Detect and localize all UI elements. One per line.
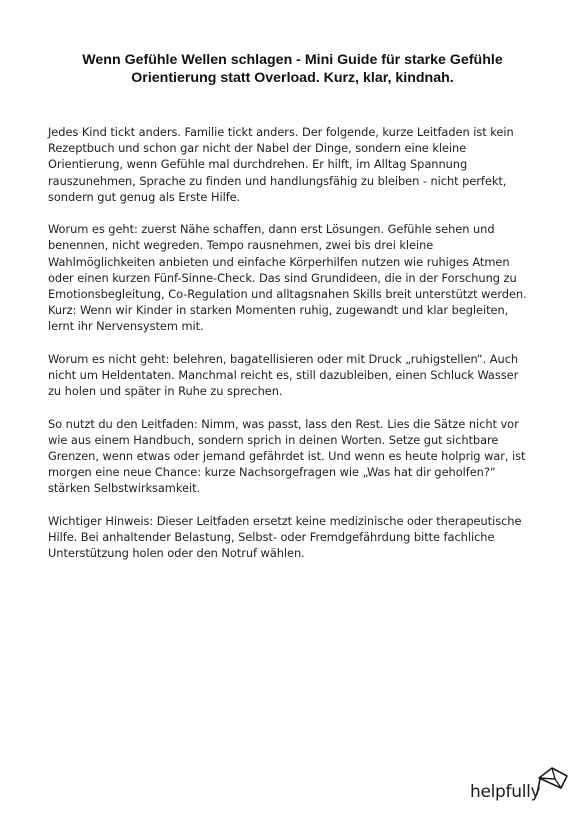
paragraph-so-nutzt-du — [48, 416, 540, 497]
text-line: Grenzen, wenn etwas oder jemand gefährdet ist. Und wenn es heute holprig war, ist — [48, 449, 526, 464]
paper-plane-flag-icon — [536, 764, 570, 798]
text-line: Emotionsbegleitung, Co-Regulation und alltagsnahen Skills breit unterstützt werden. — [48, 287, 527, 302]
paragraph-worum-es-nicht-geht — [48, 351, 540, 400]
text-line: So nutzt du den Leitfaden: Nimm, was passt, lass den Rest. Lies die Sätze nicht vor — [48, 416, 519, 431]
paragraph-intro — [48, 124, 540, 205]
text-line: Unterstützung holen oder den Notruf wählen. — [48, 546, 305, 561]
text-line: Wahlmöglichkeiten anbieten und einfache Körperhilfen nutzen wie ruhiges Atmen — [48, 254, 510, 269]
text-line: Kurz: Wenn wir Kinder in starken Momenten ruhig, zugewandt und klar begleiten, — [48, 303, 509, 318]
text-line: wie aus einem Handbuch, sondern sprich in deinen Worten. Setze gut sichtbare — [48, 432, 499, 447]
text-line: Worum es geht: zuerst Nähe schaffen, dann erst Lösungen. Gefühle sehen und — [48, 222, 495, 237]
text-line: oder einen kurzen Fünf-Sinne-Check. Das sind Grundideen, die in der Forschung zu — [48, 270, 517, 285]
document-body — [48, 124, 540, 578]
text-line: Hilfe. Bei anhaltender Belastung, Selbst- oder Fremdgefährdung bitte fachliche — [48, 530, 495, 545]
text-line: Worum es nicht geht: belehren, bagatellisieren oder mit Druck „ruhigstellen“. Auch — [48, 351, 519, 366]
title-line-2: Orientierung statt Overload. Kurz, klar, kindnah. — [131, 70, 454, 86]
text-line: sondern gut genug als Erste Hilfe. — [48, 189, 241, 204]
text-line: morgen eine neue Chance: kurze Nachsorgefragen wie „Was hat dir geholfen?“ — [48, 465, 496, 480]
text-line: nicht um Heldentaten. Manchmal reicht es, still dazubleiben, einen Schluck Wasser — [48, 368, 519, 383]
text-line: Wichtiger Hinweis: Dieser Leitfaden ersetzt keine medizinische oder therapeutische — [48, 513, 522, 528]
text-line: rauszunehmen, Sprache zu finden und handlungsfähig zu bleiben - nicht perfekt, — [48, 173, 507, 188]
text-line: Orientierung, wenn Gefühle mal durchdrehen. Er hilft, im Alltag Spannung — [48, 157, 468, 172]
title-line-1: Wenn Gefühle Wellen schlagen - Mini Guide für starke Gefühle — [82, 52, 503, 68]
paragraph-worum-es-geht — [48, 221, 540, 334]
text-line: zu holen und später in Ruhe zu sprechen. — [48, 384, 283, 399]
text-line: Jedes Kind tickt anders. Familie tickt anders. Der folgende, kurze Leitfaden ist kein — [48, 125, 514, 139]
paragraph-wichtiger-hinweis — [48, 513, 540, 562]
helpfully-logo — [470, 764, 570, 808]
text-line: lernt ihr Nervensystem mit. — [48, 319, 204, 334]
document-title — [40, 51, 545, 87]
text-line: stärken Selbstwirksamkeit. — [48, 481, 201, 496]
text-line: Rezeptbuch und schon gar nicht der Nabel der Dinge, sondern eine kleine — [48, 141, 467, 156]
text-line: benennen, nicht wegreden. Tempo rausnehmen, zwei bis drei kleine — [48, 238, 434, 253]
logo-text: helpfully — [470, 782, 541, 802]
